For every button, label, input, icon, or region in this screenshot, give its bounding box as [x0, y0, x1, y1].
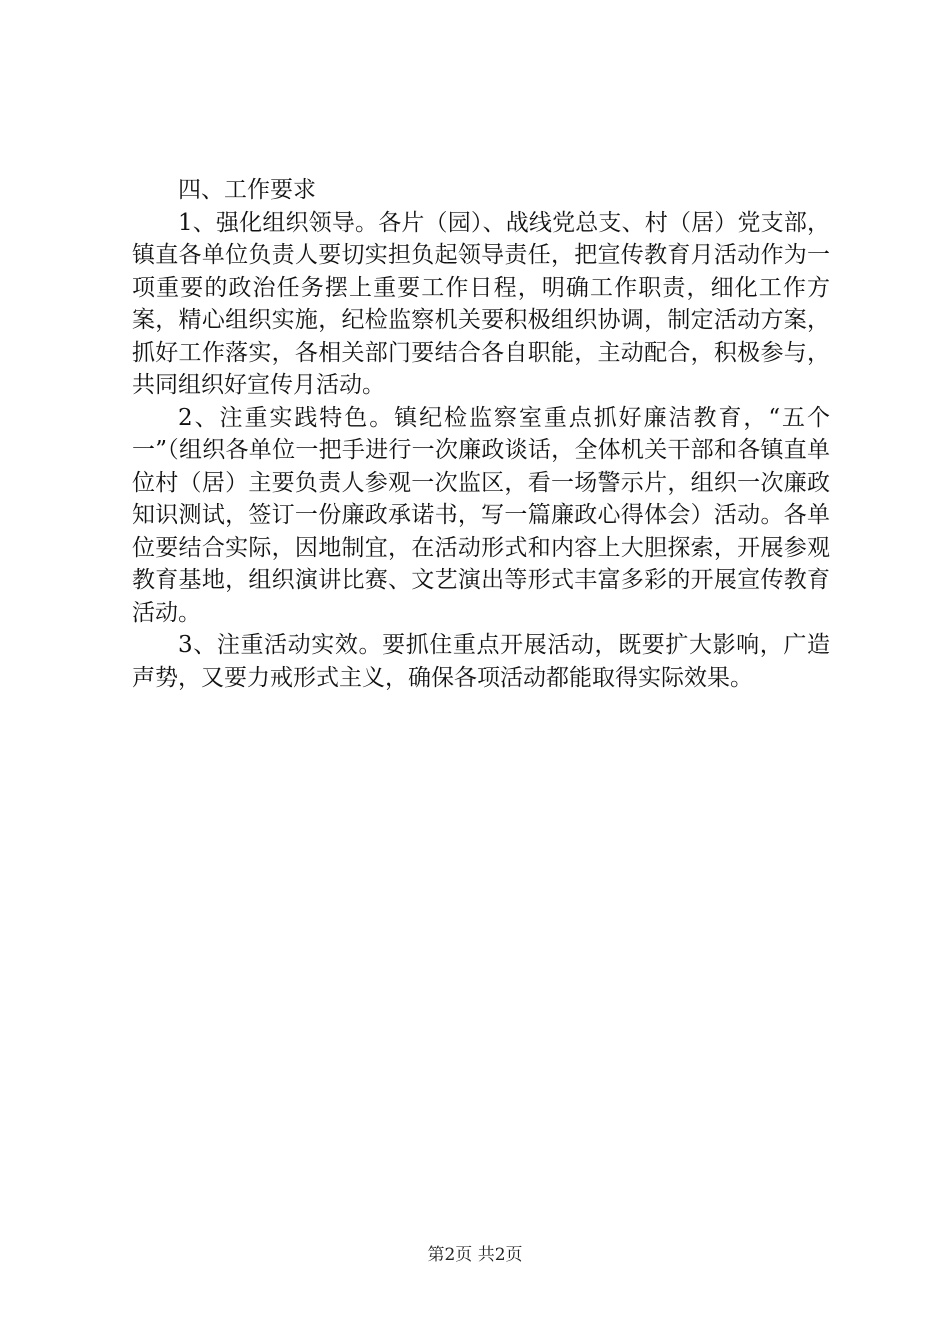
paragraph-1: 1、强化组织领导。各片（园）、战线党总支、村（居）党支部，镇直各单位负责人要切实担负起领导责任，把宣传教育月活动作为一项重要的政治任务摆上重要工作日程，明确工作职责，细化工作方案，精心组织实施，纪检监察机关要积极组织协调，制定活动方案，抓好工作落实，各相关部门要结合各自职能，主动配合，积极参与，共同组织好宣传月活动。	[132, 209, 830, 398]
document-body	[132, 174, 830, 694]
page-footer: 第2页 共2页	[427, 1245, 523, 1265]
paragraph-2: 2、注重实践特色。镇纪检监察室重点抓好廉洁教育，“五个一”（组织各单位一把手进行一次廉政谈话，全体机关干部和各镇直单位村（居）主要负责人参观一次监区，看一场警示片，组织一次廉政知识测试，签订一份廉政承诺书，写一篇廉政心得体会）活动。各单位要结合实际，因地制宜，在活动形式和内容上大胆探索，开展参观教育基地，组织演讲比赛、文艺演出等形式丰富多彩的开展宣传教育活动。	[132, 404, 830, 626]
section-heading: 四、工作要求	[178, 177, 316, 203]
paragraph-3: 3、注重活动实效。要抓住重点开展活动，既要扩大影响，广造声势，又要力戒形式主义，确保各项活动都能取得实际效果。	[132, 632, 830, 691]
